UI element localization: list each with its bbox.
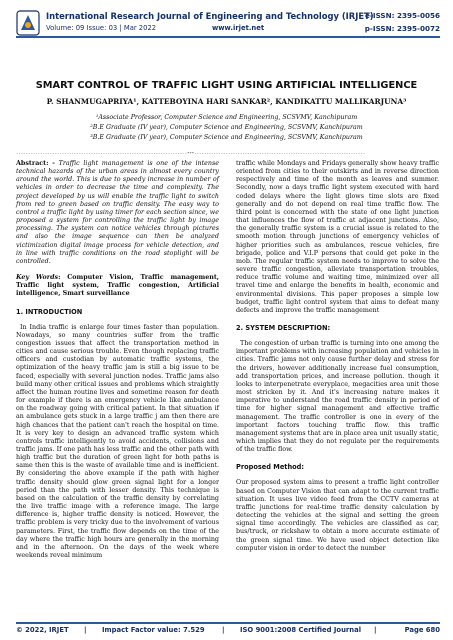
footer-page-number: Page 680 bbox=[404, 626, 440, 634]
abstract bbox=[16, 160, 219, 266]
header-rule bbox=[16, 36, 440, 38]
proposed-method-text: Our proposed system aims to present a traffic light controller based on Computer Vision that can adapt to the current traffic situation. It uses live video feed from the CCTV cameras at traffic junctions for real-time traffic density calculation by detecting the vehicles at the signal and setting the green signal time accordingly. The vehicles are classified as car, bus/truck, or rickshaw to obtain a more accurate estimate of the green signal time. We have used object detection like computer vision in order to detect the number bbox=[236, 479, 439, 552]
section-1-heading: 1. INTRODUCTION bbox=[16, 307, 83, 316]
footer-separator: | bbox=[374, 626, 377, 634]
footer-separator: | bbox=[84, 626, 87, 634]
footer-iso: ISO 9001:2008 Certified Journal bbox=[240, 626, 362, 634]
affiliation-1: ¹Associate Professor, Computer Science and Engineering, SCSVMV, Kanchipuram bbox=[95, 114, 358, 121]
keywords-text: : Computer Vision, Traffic management, Traffic light system, Traffic congestion, Artificial intelligence, Smart surveillance bbox=[16, 274, 219, 298]
left-column bbox=[16, 160, 219, 560]
footer-rule bbox=[16, 622, 440, 624]
proposed-method-heading: Proposed Method: bbox=[236, 463, 305, 472]
abstract-label: Abstract: - bbox=[16, 160, 55, 167]
paper-title: SMART CONTROL OF TRAFFIC LIGHT USING ARTIFICIAL INTELLIGENCE bbox=[35, 80, 418, 91]
irjet-logo-icon bbox=[16, 10, 40, 36]
affiliation-3: ³B.E Graduate (IV year), Computer Science and Engineering, SCSVMV, Kanchipuram bbox=[90, 134, 363, 141]
introduction-text: In India traffic is enlarge four times faster than population. Nowadays, so many countries suffer from the traffic congestion issues that affect the transportation method in cities and cause serious trouble. Even though replacing traffic officers and custodian by automatic traffic systems, the optimization of the heavy traffic jam is still a big issue to be faced, especially with several junction nodes. Traffic jams also build many other critical issues and problems which straightly affect the human routine lives and sometime reason for death for example if there is an emergency vehicle like ambulance on the roadway going with critical patient. In that situation if an ambulance gets stuck in a large traffic j am then there are high chances that the patient can't reach the hospital on time. It is very key to design an advanced traffic system which controls traffic intelligently to avoid accidents, collisions and traffic jams. If one path has less traffic and the other path with high traffic but the duration of green light for both paths is same then this is the waste of available time and is inefficient. By considering the above example if the path with higher traffic density should glow green signal light for a longer period than the path with lesser density. This technique is based on the calculation of the traffic density by correlating the live traffic image with a reference image. The large difference is, higher traffic density is noticed. However, the traffic problem is very tricky due to the involvement of various parameters. First, the traffic flow depends on the time of the day where the traffic high hours are generally in the morning and in the afternoon. On the days of the week where weekends reveal minimum bbox=[16, 323, 219, 560]
page-footer bbox=[16, 626, 440, 636]
right-column bbox=[236, 160, 439, 553]
section-separator: -----------------------------------------------------------------------***----------------------------------------------------------------------- bbox=[16, 152, 366, 156]
affiliation-2: ²B.E Graduate (IV year), Computer Science and Engineering, SCSVMV, Kanchipuram bbox=[90, 124, 363, 131]
journal-header bbox=[16, 8, 440, 52]
introduction-continued: traffic while Mondays and Fridays generally show heavy traffic oriented from cities to their outskirts and in reverse direction respectively and time of the month as leaves and summer. Secondly, now a days traffic light system executed with hard coded delays where the light glows time slots are fixed generally and do not depend on real time traffic flow. The third point is concerned with the state of one light junction that influences the flow of traffic at adjacent junctions. Also, the generally traffic system is a crucial issue is related to the smooth motion through junctions of emergency vehicles of higher priorities such as ambulances, rescue vehicles, fire brigade, police and V.I.P persons that could get poke in the mob. The regular traffic system needs to improve to solve the severe traffic congestion, alleviate transportation troubles, reduce traffic volume and waiting time, minimized over all travel time and enlarge the benefits in health, economic and environmental divisions. This paper proposes a simple low budget, traffic light control system that aims to defeat many defects and improve the traffic management bbox=[236, 160, 440, 314]
p-issn: p-ISSN: 2395-0072 bbox=[364, 24, 440, 33]
e-issn: e-ISSN: 2395-0056 bbox=[365, 11, 440, 20]
system-description-text: The congestion of urban traffic is turning into one among the important problems with increasing population and vehicles in cities. Traffic jams not only cause further delay and stress for the drivers, however additionally increase fuel consumption, add transportation prices, and increase pollution. though it looks to interpenetrate everyplace, megacities area unit those most stricken by it. And it's increasing nature makes it imperative to understand the road traffic density in period of time for higher signal management and effective traffic management. The traffic controller is one in every of the important factors touching traffic flow. this traffic management systems that are in place area unit usually static, which implies that they do not regulate per the requirements of the traffic flow. bbox=[236, 340, 439, 454]
footer-impact-factor: Impact Factor value: 7.529 bbox=[102, 626, 205, 634]
paper-authors: P. SHANMUGAPRIYA¹, KATTEBOYINA HARI SANKAR², KANDIKATTU MALLIKARJUNA³ bbox=[46, 97, 407, 106]
volume-issue: Volume: 09 Issue: 03 | Mar 2022 bbox=[46, 24, 157, 32]
abstract-text: Traffic light management is one of the intense technical hazards of the urban areas in almost every country around the world. This is due to speedy increase in number of vehicles in order to decrease the time and complexity. The project developed by us will enable the traffic light to switch from red to green based on traffic density. The easy way to control a traffic light by using timer for each section since, we proposed a system for controlling the traffic light by image processing. The system can notice vehicles through pictures and also the image sequence can then be analyzed victimization digital image process for vehicle detection, and in line with traffic conditions on the road stoplight will be controlled. bbox=[16, 160, 219, 265]
footer-copyright: © 2022, IRJET bbox=[16, 626, 69, 634]
section-2-heading: 2. SYSTEM DESCRIPTION: bbox=[236, 323, 331, 332]
journal-website[interactable]: www.irjet.net bbox=[212, 24, 265, 32]
keywords bbox=[16, 274, 219, 298]
journal-name: International Research Journal of Engineering and Technology (IRJET) bbox=[46, 11, 374, 21]
footer-separator: | bbox=[222, 626, 225, 634]
keywords-label: Key Words bbox=[16, 274, 59, 282]
